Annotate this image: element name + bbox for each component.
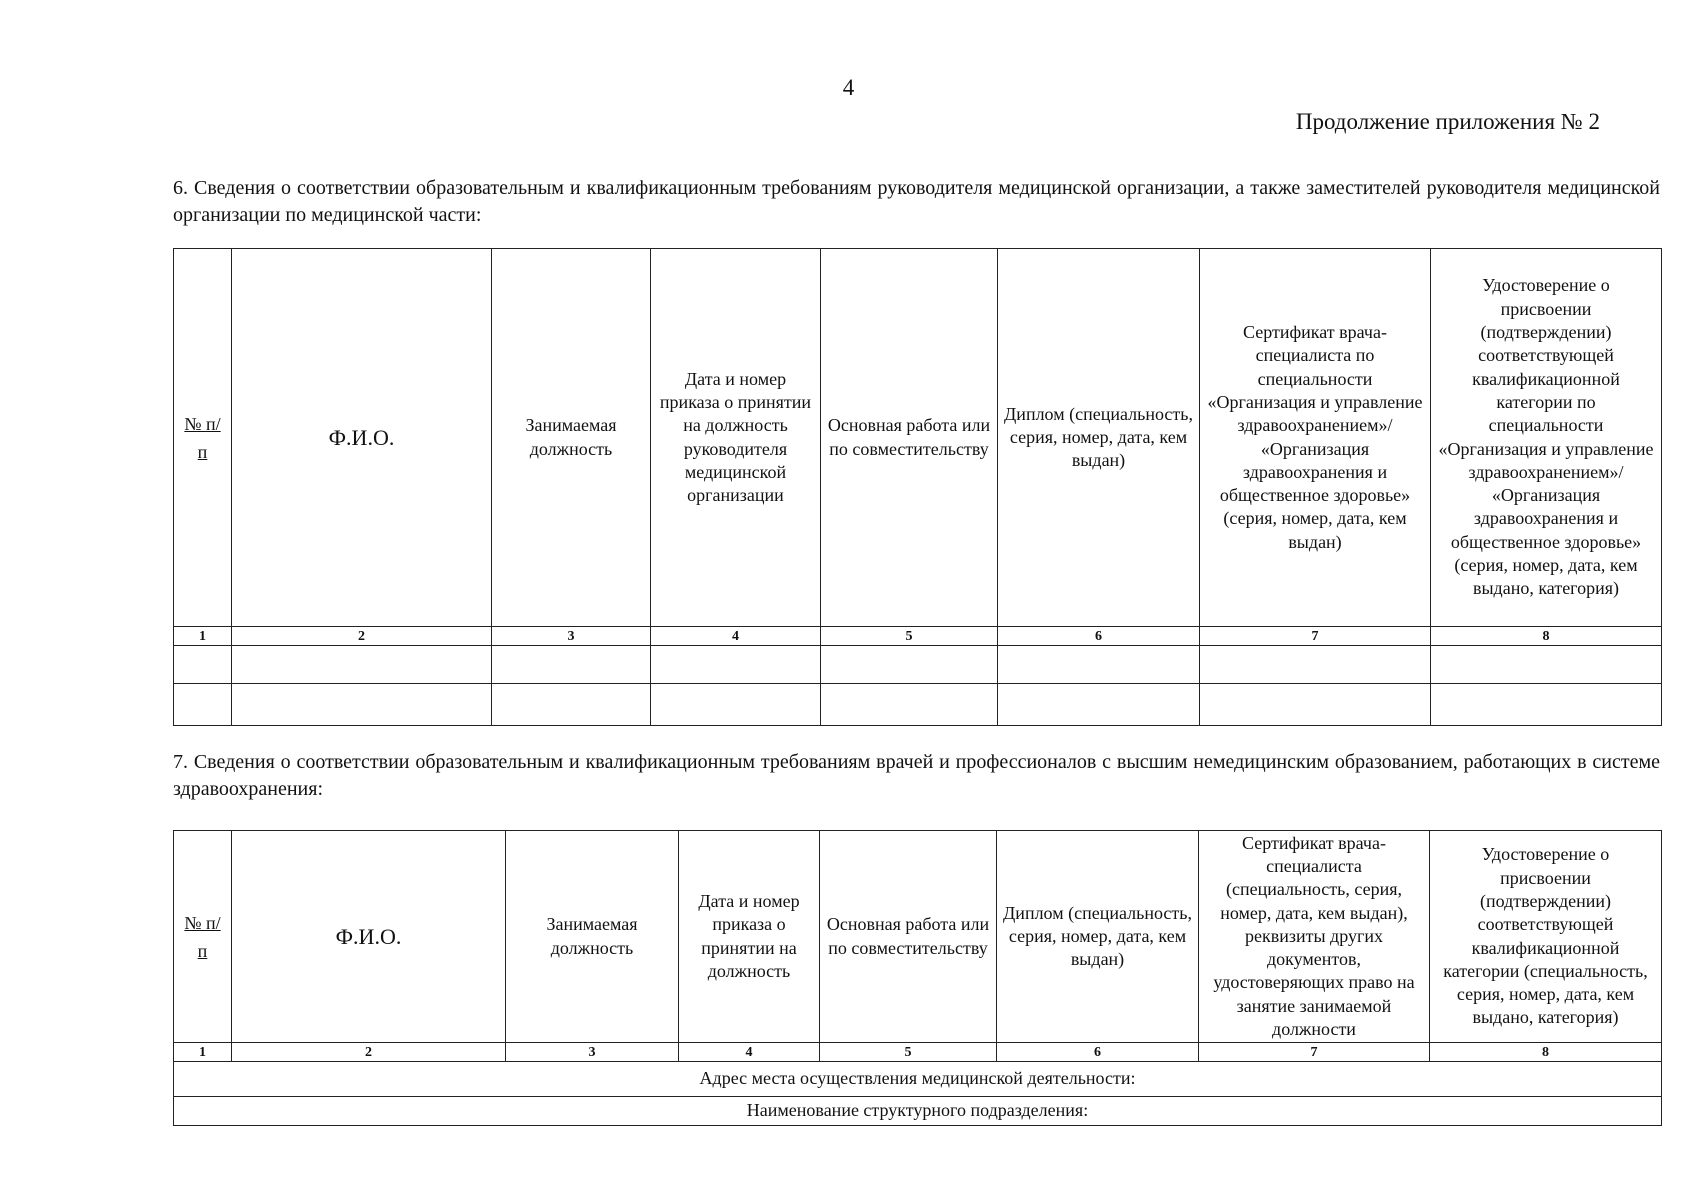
column-number: 3 bbox=[492, 627, 651, 646]
table-cell[interactable] bbox=[232, 646, 492, 684]
table-cell[interactable] bbox=[492, 684, 651, 726]
table-cell[interactable] bbox=[821, 684, 998, 726]
header-number: № п/п bbox=[174, 249, 232, 627]
table-cell[interactable] bbox=[998, 646, 1200, 684]
header-full-name: Ф.И.О. bbox=[232, 249, 492, 627]
page-number: 4 bbox=[842, 75, 855, 100]
empty-row bbox=[174, 646, 1662, 684]
header-full-name: Ф.И.О. bbox=[232, 831, 506, 1043]
column-number: 7 bbox=[1200, 627, 1431, 646]
table-cell[interactable] bbox=[821, 646, 998, 684]
column-number: 1 bbox=[174, 1043, 232, 1062]
header-qualification: Удостоверение о присвоении (подтверждении) соответствующей квалификационной категории по специальности «Организация и управление здравоохранением»/ «Организация здравоохранения и общественное здоровье» (серия, номер, дата, кем выдано, категория) bbox=[1431, 249, 1662, 627]
header-certificate: Сертификат врача-специалиста (специальность, серия, номер, дата, кем выдан), реквизиты других документов, удостоверяющих право на занятие занимаемой должности bbox=[1199, 831, 1430, 1043]
header-employment-type: Основная работа или по совместительству bbox=[820, 831, 997, 1043]
table-cell[interactable] bbox=[1200, 646, 1431, 684]
header-certificate: Сертификат врача-специалиста по специальности «Организация и управление здравоохранением»/ «Организация здравоохранения и общественное здоровье» (серия, номер, дата, кем выдан) bbox=[1200, 249, 1431, 627]
column-number: 4 bbox=[679, 1043, 820, 1062]
header-diploma: Диплом (специальность, серия, номер, дата, кем выдан) bbox=[997, 831, 1199, 1043]
header-position: Занимаемая должность bbox=[506, 831, 679, 1043]
column-number: 5 bbox=[821, 627, 998, 646]
column-number: 4 bbox=[651, 627, 821, 646]
header-position: Занимаемая должность bbox=[492, 249, 651, 627]
header-row bbox=[174, 831, 1662, 1043]
header-order: Дата и номер приказа о принятии на должность bbox=[679, 831, 820, 1043]
address-row bbox=[174, 1062, 1662, 1097]
column-number: 2 bbox=[232, 627, 492, 646]
column-number: 3 bbox=[506, 1043, 679, 1062]
table-cell[interactable] bbox=[1431, 646, 1662, 684]
header-order: Дата и номер приказа о принятии на должность руководителя медицинской организации bbox=[651, 249, 821, 627]
empty-row bbox=[174, 684, 1662, 726]
column-number: 2 bbox=[232, 1043, 506, 1062]
column-number: 1 bbox=[174, 627, 232, 646]
table-cell[interactable] bbox=[651, 646, 821, 684]
table-cell[interactable] bbox=[1431, 684, 1662, 726]
table-cell[interactable] bbox=[232, 684, 492, 726]
header-employment-type: Основная работа или по совместительству bbox=[821, 249, 998, 627]
section-7-title: 7. Сведения о соответствии образовательным и квалификационным требованиям врачей и профессионалов с высшим немедицинским образованием, работающих в системе здравоохранения: bbox=[173, 751, 1660, 800]
structural-unit-row bbox=[174, 1097, 1662, 1126]
header-qualification: Удостоверение о присвоении (подтверждении) соответствующей квалификационной категории (специальность, серия, номер, дата, кем выдано, категория) bbox=[1430, 831, 1662, 1043]
column-number: 6 bbox=[998, 627, 1200, 646]
section-6-table bbox=[173, 248, 1662, 726]
header-row bbox=[174, 249, 1662, 627]
section-6-title: 6. Сведения о соответствии образовательным и квалификационным требованиям руководителя медицинской организации, а также заместителей руководителя медицинской организации по медицинской части: bbox=[173, 177, 1660, 226]
address-cell[interactable]: Адрес места осуществления медицинской деятельности: bbox=[174, 1062, 1662, 1097]
structural-unit-cell[interactable]: Наименование структурного подразделения: bbox=[174, 1097, 1662, 1126]
table-cell[interactable] bbox=[174, 684, 232, 726]
appendix-title: Продолжение приложения № 2 bbox=[1295, 109, 1600, 134]
header-diploma: Диплом (специальность, серия, номер, дата, кем выдан) bbox=[998, 249, 1200, 627]
header-number: № п/п bbox=[174, 831, 232, 1043]
table-cell[interactable] bbox=[1200, 684, 1431, 726]
column-number: 8 bbox=[1430, 1043, 1662, 1062]
column-number-row bbox=[174, 627, 1662, 646]
table-cell[interactable] bbox=[998, 684, 1200, 726]
column-number: 8 bbox=[1431, 627, 1662, 646]
section-7-table bbox=[173, 830, 1662, 1126]
column-number: 7 bbox=[1199, 1043, 1430, 1062]
column-number: 5 bbox=[820, 1043, 997, 1062]
column-number: 6 bbox=[997, 1043, 1199, 1062]
table-cell[interactable] bbox=[651, 684, 821, 726]
table-cell[interactable] bbox=[492, 646, 651, 684]
table-cell[interactable] bbox=[174, 646, 232, 684]
column-number-row bbox=[174, 1043, 1662, 1062]
